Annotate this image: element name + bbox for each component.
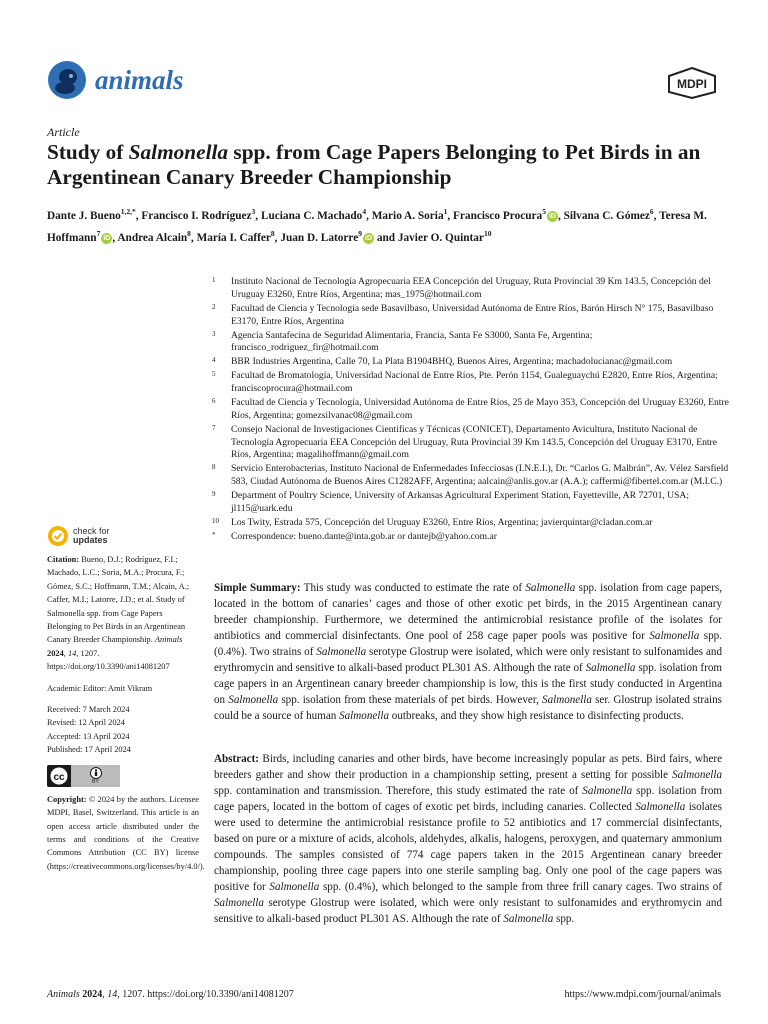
affiliation-item: 9 Department of Poultry Science, University of Arkansas Agricultural Experiment Station, Fayetteville, AR 72701, USA; jl115@uark.edu [212,490,690,515]
author-affiliation-mark: 10 [483,228,492,238]
orcid-icon[interactable]: iD [365,234,372,242]
author-name: Francisco I. Rodríguez [141,209,252,222]
journal-logo-icon [47,60,87,100]
page-footer [47,989,721,1000]
author-name: María I. Caffer [196,231,271,244]
affiliation-item: 2 Facultad de Ciencia y Tecnología sede Basavilbaso, Universidad Autónoma de Entre Ríos, Barón Hirsch N° 175, Basavilbaso E3170, Entre Ríos, Argentina [212,302,714,327]
author-name: and Javier O. Quintar [376,231,484,244]
author-name: Juan D. Latorre [280,231,359,244]
cc-by-label: BY [92,778,99,785]
mdpi-logo [667,67,717,104]
cc-by-license-badge[interactable] [47,765,120,787]
author-affiliation-mark: 5 [542,207,546,216]
author-name: Francisco Procura [453,209,543,222]
check-updates-line1: check for [73,526,110,536]
copyright: Copyright: © 2024 by the authors. Licensee MDPI, Basel, Switzerland. This article is an open access article distributed under the terms and conditions of the Creative Commons Attribution (CC BY) license (https://creativecommons.org/licenses/by/4.0/). [47,794,205,871]
author-affiliation-mark: 8 [187,228,191,238]
date-received: Received: 7 March 2024 [47,705,130,715]
date-revised: Revised: 12 April 2024 [47,718,125,728]
author-affiliation-mark: 6 [649,207,654,216]
author-name: Teresa M. Hoffmann [47,209,707,244]
author-affiliation-mark: 4 [362,207,367,216]
author-name: Luciana C. Machado [260,209,363,222]
author-name: Andrea Alcain [117,231,188,244]
author-name: Mario A. Soria [371,209,444,222]
abstract: Abstract: Birds, including canaries and other birds, have become increasingly popular as pets. Bird fairs, where breeders gather and show their production in a championship setting, present a setting for possible Salmonella spp. contamination and transmission. Therefore, this study estimated the rate of Salmonella spp. isolation from cage papers, located in the bottom of cages of exotic pet birds, including canaries. Collected Salmonella isolates were used to determine the antimicrobial resistance profile to 52 antibiotics and 17 commercial disinfectants, based on pure or a mixture of acids, alcohols, aldehydes, alkalis, halogens, peroxygen, and quaternary ammonium compounds. The samples consisted of 774 cage papers taken in the 2015 Argentinean canary breeder championship, pooling three cage papers into one sterile sampling bag. Only one pool of the cage papers was positive for Salmonella spp. (0.4%), which belonged to the sample from three frill canary cages. Two strains of Salmonella serotype Glostrup were isolated, which were only resistant to sulfonamides and erythromycin and sensitive to alkali-based product PL301 AS. Although the rate of Salmonella spp. [214,753,722,925]
sidebar [47,525,205,873]
footer-citation: Animals 2024, 14, 1207. https://doi.org/10.3390/ani14081207 [47,989,294,1000]
affiliation-item: 1 Instituto Nacional de Tecnología Agropecuaria EEA Concepción del Uruguay, Ruta Provincial 39 Km 143.5, Concepción del Uruguay E3260, Entre Ríos, Argentina; mas_1975@hotmail.com [212,276,711,300]
author-affiliation-mark: 8 [270,228,275,238]
author-name: Silvana C. Gómez [563,209,650,222]
simple-summary: Simple Summary: This study was conducted to estimate the rate of Salmonella spp. isolation from cage papers, located in the bottom of canaries’ cages and those of other exotic pet birds, in the 2015 Argentinean canary breeder championship. Furthermore, we determined the antimicrobial resistance profile of the isolates for antibiotics and commercial disinfectants. One pool of 258 cage paper pools was positive for Salmonella spp. (0.4%). Two strains of Salmonella serotype Glostrup were isolated, which were only resistant to sulfonamides and erythromycin and sensitive to alkali-based product PL301 AS. Although the rate of Salmonella spp. isolation from cage papers in an Argentinean canary breeder championship is low, this is the first study conducted in Argentina on Salmonella spp. isolation from these materials of pet birds. However, Salmonella ser. Glostrup isolated strains could be a source of human Salmonella outbreaks, and they show high resistance to disinfecting products. [214,582,723,722]
orcid-icon[interactable]: iD [548,212,556,220]
author-list: Dante J. Bueno$^{1,2,*}$, Francisco I. Rodríguez$^3$, Luciana C. Machado$^4$, Mario A. Soria$^1$, Francisco Procura$^5$iD , Silvana C. Gómez$^6$, Teresa M. Hoffmann$^7$iD , Andrea Alcain$^8$, María I. Caffer$^8$, Juan D. Latorre$^9$iD and Javier O. Quintar$^{10}$ [47,207,707,244]
check-for-updates-button[interactable] [47,525,199,547]
affiliation-item: 10 Los Twity, Estrada 575, Concepción del Uruguay E3260, Entre Ríos, Argentina; javierquintar@cladan.com.ar [212,517,653,529]
author-affiliation-mark: 1,2,* [120,207,136,216]
affiliation-item: * Correspondence: bueno.dante@inta.gob.ar or dantejb@yahoo.com.ar [212,531,497,543]
affiliation-item: 5 Facultad de Bromatología, Universidad Nacional de Entre Ríos, Pte. Perón 1154, Gualeguaychú E2820, Entre Ríos, Argentina; franciscoprocura@hotmail.com [212,370,718,395]
affiliations [212,276,732,545]
citation-doi-link[interactable]: , 1207. https://doi.org/10.3390/ani14081207 [47,648,170,672]
author-affiliation-mark: 1 [443,207,448,216]
author-affiliation-mark: 7 [96,228,101,238]
academic-editor: Academic Editor: Amit Vikram [47,683,153,693]
abstract-label: Abstract: [214,753,259,765]
check-updates-line2: updates [73,535,108,545]
check-updates-icon [47,525,69,547]
affiliation-item: 4 BBR Industries Argentina, Calle 70, La Plata B1904BHQ, Buenos Aires, Argentina; machadolucianac@gmail.com [212,356,673,368]
paper-title: Study of Salmonella spp. from Cage Papers Belonging to Pet Birds in an Argentinean Canary Breeder Championship [47,140,701,189]
publisher-name: MDPI [677,77,707,91]
footer-journal-url[interactable]: https://www.mdpi.com/journal/animals [564,989,721,1000]
affiliation-item: 7 Consejo Nacional de Investigaciones Científicas y Técnicas (CONICET), Departamento Avicultura, Instituto Nacional de Tecnología Agropecuaria EEA Concepción del Uruguay, Ruta Provincial 39 Km 143.5, Concepción del Uruguay E3170, Entre Ríos, Argentina; magalihoffmann@gmail.com [212,423,717,461]
affiliation-item: 3 Agencia Santafecina de Seguridad Alimentaria, Francia, Santa Fe S3000, Santa Fe, Argentina; francisco_rodriguez_fir@hotmail.com [212,329,593,354]
orcid-icon[interactable]: iD [103,234,111,242]
author-affiliation-mark: 3 [251,207,256,216]
citation: Citation: Bueno, D.J.; Rodríguez, F.I.; Machado, L.C.; Soria, M.A.; Procura, F.; Gómez, S.C.; Hoffmann, T.M.; Alcain, A.; Caffer, M.I.; Latorre, J.D.; et al. Study of Salmonella spp. from Cage Papers Belonging to Pet Birds in an Argentinean Canary Breeder Championship. Animals 2024, 14, 1207. https://doi.org/10.3390/ani14081207 [47,555,190,672]
date-accepted: Accepted: 13 April 2024 [47,731,130,741]
journal-header [47,60,184,100]
author-name: Dante J. Bueno [47,209,121,222]
simple-summary-label: Simple Summary: [214,582,301,594]
affiliation-item: 8 Servicio Enterobacterias, Instituto Nacional de Enfermedades Infecciosas (I.N.E.I.), Dr. “Carlos G. Malbrán”, Av. Vélez Sarsfield 583, Ciudad Autónoma de Buenos Aires C1282AFF, Argentina; aalcain@anlis.gov.ar (A.A.); caffermi@fibertel.com.ar (M.I.C.) [212,463,729,488]
affiliation-item: 6 Facultad de Ciencia y Tecnología, Universidad Autónoma de Entre Ríos, 25 de Mayo 353, Concepción del Uruguay E3260, Entre Ríos, Argentina; gomezsilvanac08@gmail.com [212,397,729,421]
article-type: Article [47,125,80,139]
person-icon [90,767,102,779]
cc-icon [47,766,71,786]
date-published: Published: 17 April 2024 [47,745,131,755]
author-affiliation-mark: 9 [358,228,362,238]
svg-text:cc: cc [53,771,65,783]
journal-name: animals [95,64,184,95]
